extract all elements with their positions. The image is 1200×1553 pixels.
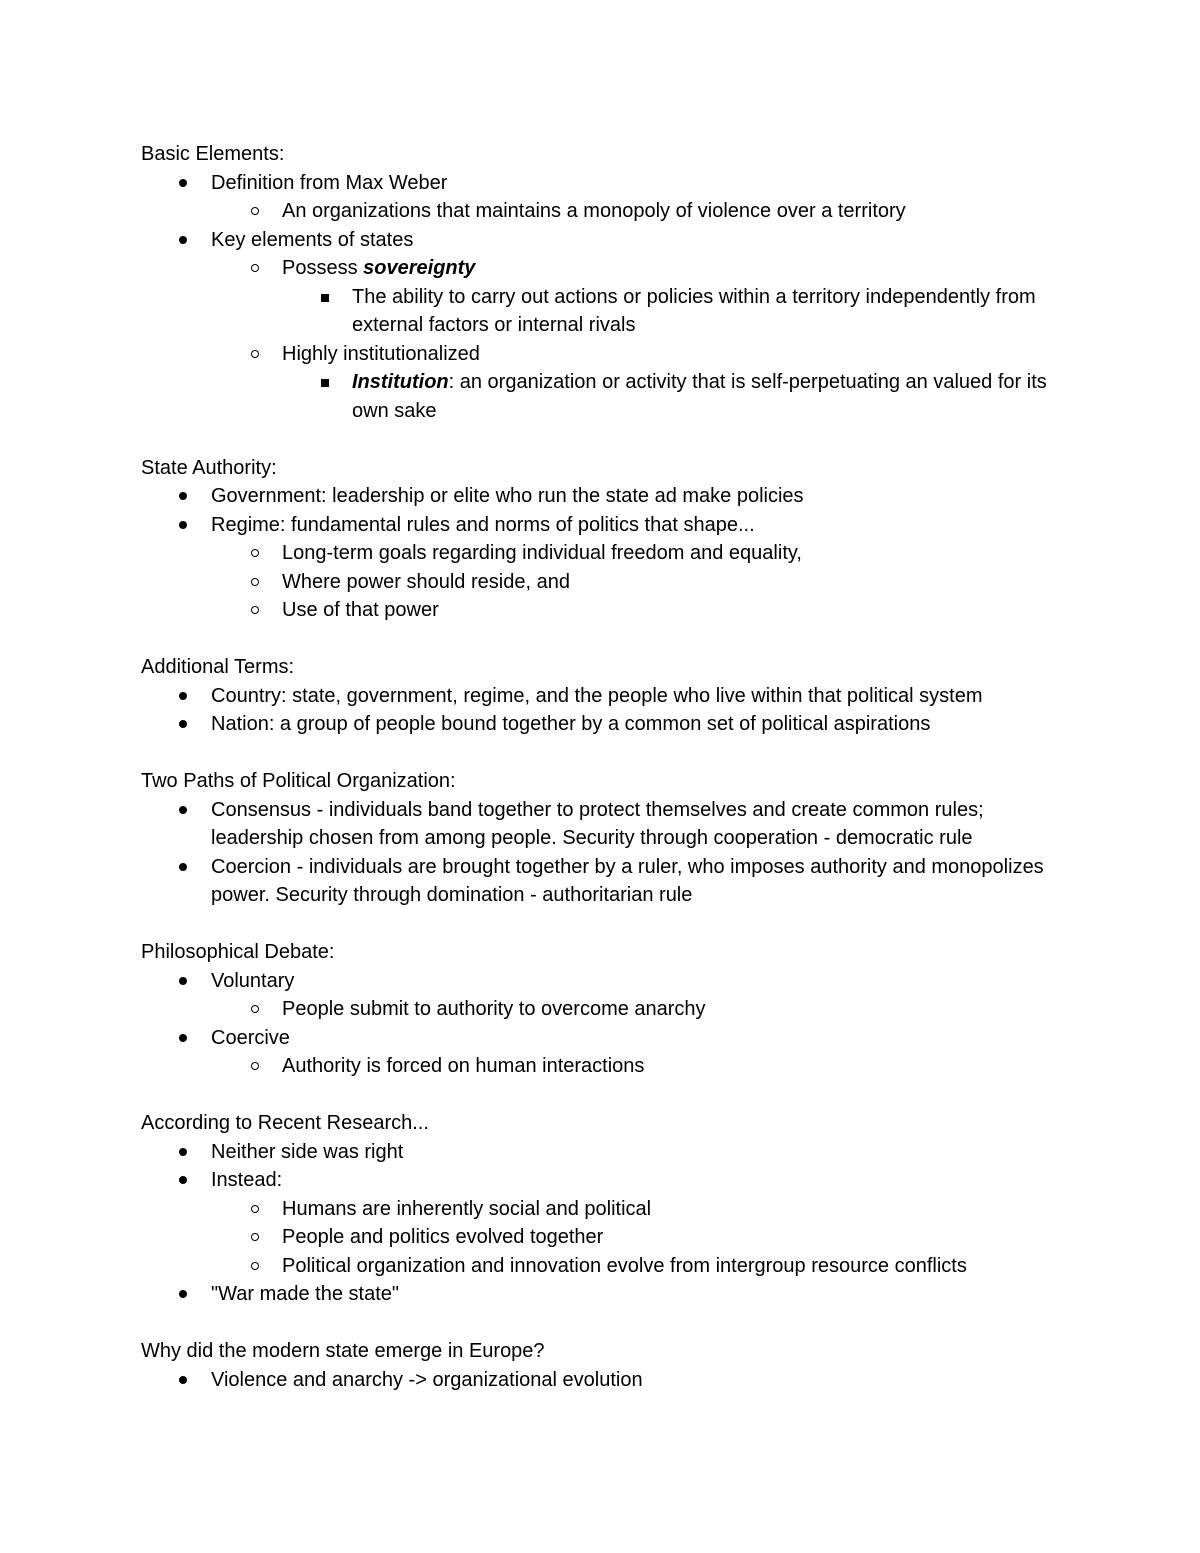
list-item	[141, 1166, 1071, 1195]
list-item	[141, 682, 1071, 711]
list-item	[141, 1052, 1071, 1081]
section-philosophical-debate	[141, 938, 1071, 1081]
list-item	[141, 1280, 1071, 1309]
section-heading: State Authority:	[141, 456, 277, 479]
filled-circle-bullet-icon	[179, 1148, 187, 1156]
emphasized-term: sovereignty	[363, 257, 476, 279]
bullet-list	[141, 1138, 1071, 1309]
section-state-authority	[141, 454, 1071, 625]
filled-circle-bullet-icon	[179, 806, 187, 814]
section-basic-elements	[141, 140, 1071, 425]
section-heading: According to Recent Research...	[141, 1112, 429, 1134]
list-item-text: Use of that power	[282, 599, 439, 621]
square-bullet-icon	[321, 379, 329, 387]
list-item	[141, 197, 1071, 226]
list-item-text	[282, 257, 475, 279]
filled-circle-bullet-icon	[179, 863, 187, 871]
list-item	[141, 254, 1071, 283]
section-heading: Philosophical Debate:	[141, 941, 335, 963]
list-item	[141, 967, 1071, 996]
list-item-text: "War made the state"	[211, 1283, 399, 1305]
filled-circle-bullet-icon	[179, 1176, 187, 1184]
filled-circle-bullet-icon	[179, 179, 187, 187]
bullet-list	[141, 169, 1071, 426]
hollow-circle-bullet-icon	[251, 1005, 259, 1013]
filled-circle-bullet-icon	[179, 1376, 187, 1384]
list-item-text: Government: leadership or elite who run the state ad make policies	[211, 485, 804, 507]
list-item-text: Humans are inherently social and political	[282, 1197, 652, 1220]
list-item	[141, 796, 1071, 853]
filled-circle-bullet-icon	[179, 1034, 187, 1042]
hollow-circle-bullet-icon	[251, 1233, 259, 1241]
filled-circle-bullet-icon	[179, 977, 187, 985]
list-item-text: Neither side was right	[211, 1140, 404, 1163]
list-item-text: Authority is forced on human interactions	[282, 1055, 645, 1077]
list-item-text: Key elements of states	[211, 228, 414, 251]
filled-circle-bullet-icon	[179, 720, 187, 728]
bullet-list	[141, 1366, 1071, 1395]
list-item-text: People and politics evolved together	[282, 1226, 604, 1248]
hollow-circle-bullet-icon	[251, 1262, 259, 1270]
emphasized-term: Institution	[352, 371, 449, 393]
list-item-text: Highly institutionalized	[282, 342, 480, 365]
filled-circle-bullet-icon	[179, 492, 187, 500]
section-heading: Additional Terms:	[141, 656, 295, 678]
hollow-circle-bullet-icon	[251, 549, 259, 557]
list-item-text: Instead:	[211, 1169, 283, 1191]
hollow-circle-bullet-icon	[251, 1205, 259, 1213]
hollow-circle-bullet-icon	[251, 207, 259, 215]
list-item-text: An organizations that maintains a monopoly of violence over a territory	[282, 200, 906, 222]
hollow-circle-bullet-icon	[251, 1062, 259, 1070]
bullet-list	[141, 796, 1071, 910]
section-heading: Basic Elements:	[141, 143, 285, 165]
list-item-text: Political organization and innovation evolve from intergroup resource conflicts	[282, 1254, 967, 1277]
filled-circle-bullet-icon	[179, 692, 187, 700]
list-item-text: The ability to carry out actions or policies within a territory independently from external factors or internal rivals	[352, 285, 1036, 336]
square-bullet-icon	[321, 294, 329, 302]
hollow-circle-bullet-icon	[251, 350, 259, 358]
list-item	[141, 482, 1071, 511]
list-item-text	[352, 371, 1047, 422]
list-item	[141, 995, 1071, 1024]
list-item-text: Voluntary	[211, 969, 295, 992]
list-item	[141, 1024, 1071, 1053]
bullet-list	[141, 682, 1071, 739]
list-item-text: Long-term goals regarding individual freedom and equality,	[282, 542, 802, 564]
section-additional-terms	[141, 653, 1071, 739]
section-heading: Two Paths of Political Organization:	[141, 770, 456, 792]
list-item	[141, 596, 1071, 625]
list-item	[141, 1223, 1071, 1252]
filled-circle-bullet-icon	[179, 1290, 187, 1298]
list-item-text: Nation: a group of people bound together by a common set of political aspirations	[211, 713, 931, 735]
list-item-text: Coercion - individuals are brought together by a ruler, who imposes authority and monopolizes power. Security through domination - authoritarian rule	[211, 855, 1044, 906]
list-item	[141, 1195, 1071, 1224]
hollow-circle-bullet-icon	[251, 606, 259, 614]
list-item-text: Definition from Max Weber	[211, 171, 448, 194]
section-two-paths	[141, 767, 1071, 910]
list-item	[141, 1138, 1071, 1167]
list-item-text: Country: state, government, regime, and the people who live within that political system	[211, 684, 983, 707]
list-item-text: Violence and anarchy -> organizational evolution	[211, 1368, 643, 1391]
list-item-prefix: Possess	[282, 257, 364, 279]
hollow-circle-bullet-icon	[251, 264, 259, 272]
list-item-text: Coercive	[211, 1026, 290, 1049]
section-recent-research	[141, 1109, 1071, 1309]
list-item-text: Where power should reside, and	[282, 570, 570, 593]
section-modern-state	[141, 1337, 1071, 1394]
list-item	[141, 1252, 1071, 1281]
list-item	[141, 283, 1071, 340]
bullet-list	[141, 967, 1071, 1081]
list-item	[141, 710, 1071, 739]
list-item	[141, 169, 1071, 198]
list-item	[141, 226, 1071, 255]
bullet-list	[141, 482, 1071, 625]
section-heading: Why did the modern state emerge in Europe?	[141, 1340, 545, 1362]
list-item	[141, 1366, 1071, 1395]
filled-circle-bullet-icon	[179, 521, 187, 529]
list-item-suffix: : an organization or activity that is self-perpetuating an valued for its own sake	[352, 371, 1047, 422]
hollow-circle-bullet-icon	[251, 578, 259, 586]
list-item	[141, 568, 1071, 597]
list-item	[141, 340, 1071, 369]
list-item	[141, 368, 1071, 425]
document-page	[141, 140, 1071, 1394]
list-item-text: Regime: fundamental rules and norms of politics that shape...	[211, 513, 755, 536]
list-item-text: Consensus - individuals band together to protect themselves and create common rules; leadership chosen from among people. Security through cooperation - democratic rule	[211, 798, 984, 849]
list-item	[141, 539, 1071, 568]
filled-circle-bullet-icon	[179, 236, 187, 244]
list-item-text: People submit to authority to overcome anarchy	[282, 998, 706, 1020]
list-item	[141, 853, 1071, 910]
list-item	[141, 511, 1071, 540]
